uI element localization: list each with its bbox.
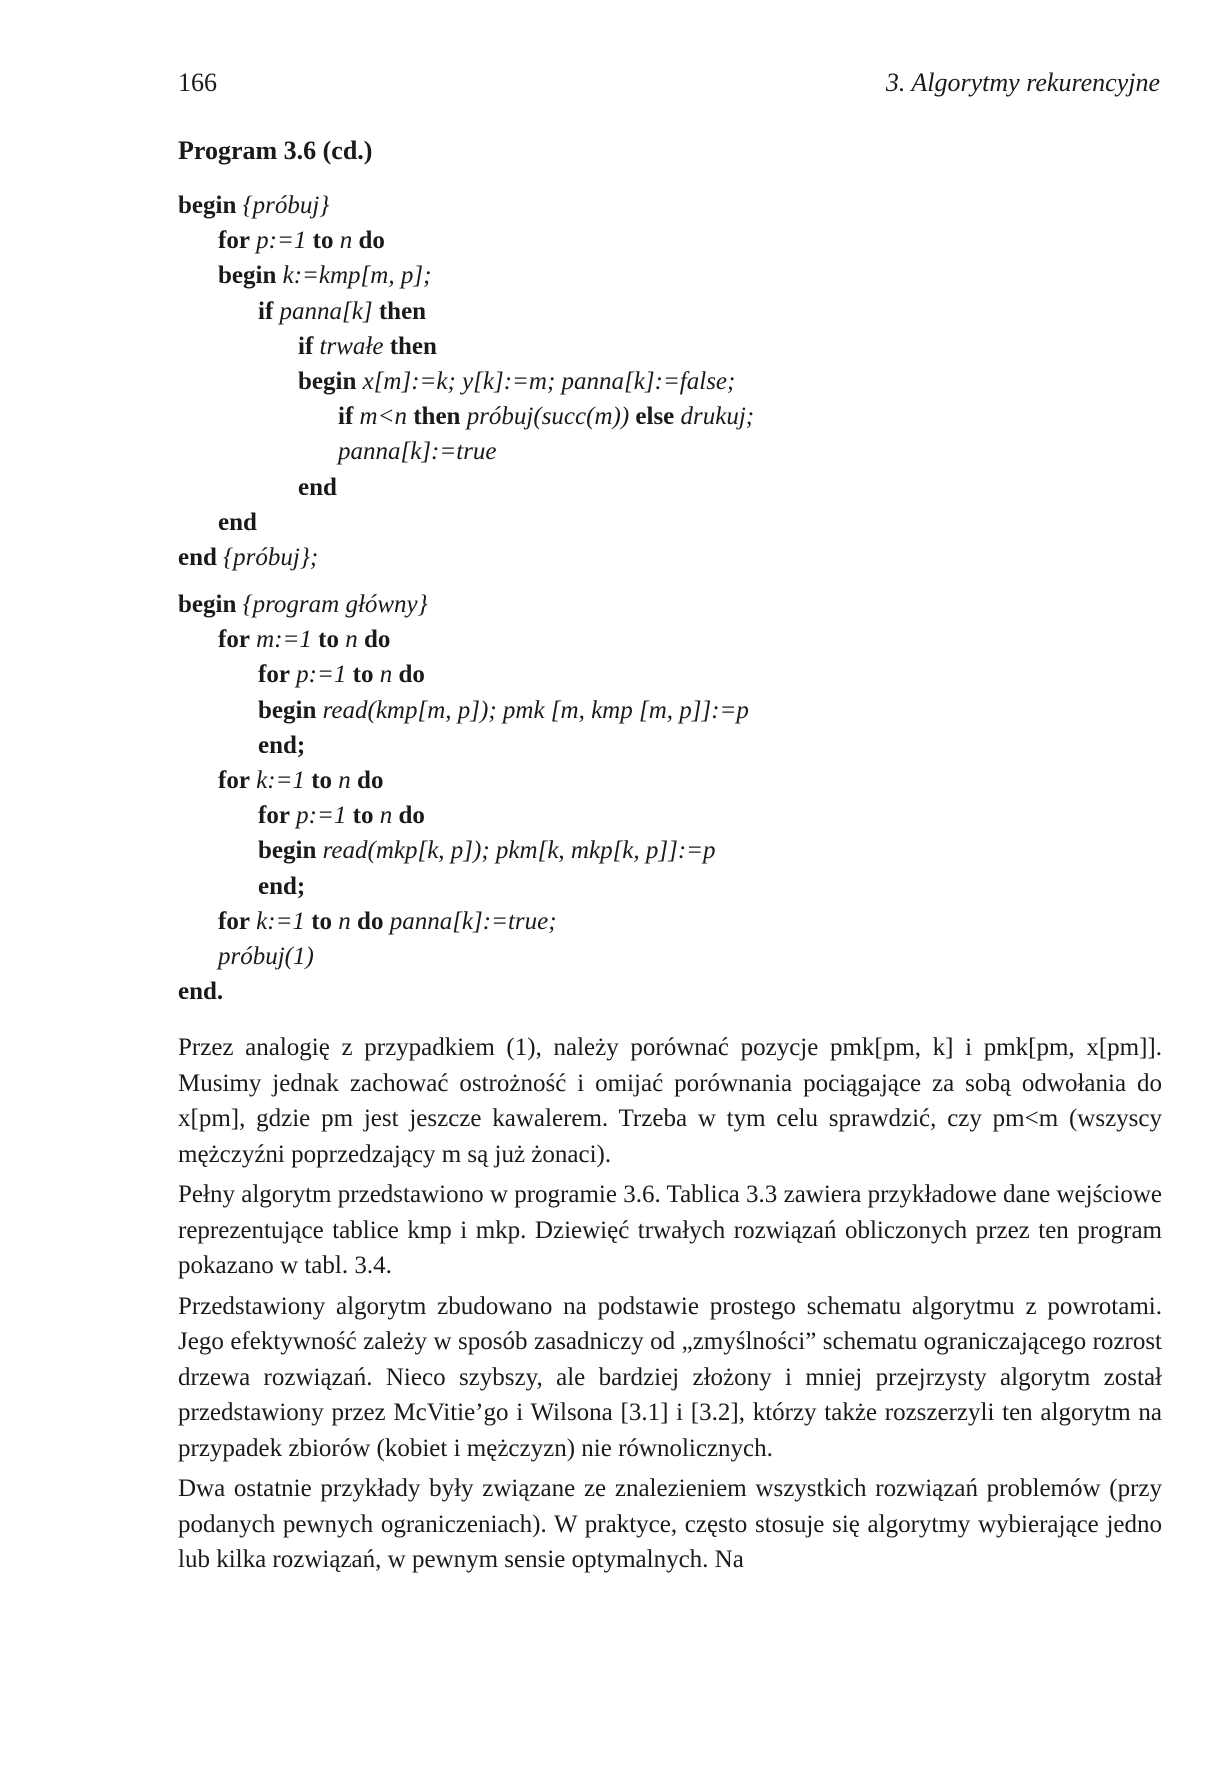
code-keyword: to: [312, 227, 334, 255]
code-expression: panna[k]: [273, 297, 379, 325]
code-expression: próbuj(1): [218, 942, 314, 970]
code-expression: m:=1: [249, 626, 319, 654]
paragraph: Pełny algorytm przedstawiono w programie 3.6. Tablica 3.3 zawiera przykładowe dane wejściowe reprezentujące tablice kmp i mkp. Dziewięć trwałych rozwiązań obliczonych przez ten program pokazano w tabl. 3.4.: [178, 1181, 1162, 1279]
code-expression: p:=1: [249, 227, 313, 255]
code-line: [178, 505, 754, 540]
code-keyword: do: [358, 227, 385, 255]
code-keyword: do: [364, 626, 391, 654]
code-expression: n: [373, 802, 399, 830]
code-line: [178, 329, 754, 364]
code-keyword: end: [178, 543, 217, 571]
code-expression: n: [333, 227, 359, 255]
code-keyword: end.: [178, 978, 224, 1006]
code-keyword: if: [258, 297, 274, 325]
code-line: [178, 657, 754, 692]
code-keyword: then: [413, 403, 461, 431]
code-line: [178, 364, 754, 399]
code-keyword: to: [311, 767, 333, 794]
code-keyword: to: [352, 802, 374, 830]
code-expression: n: [332, 907, 358, 935]
code-expression: {próbuj}: [236, 192, 330, 219]
code-keyword: for: [218, 767, 250, 794]
code-line: [178, 470, 754, 505]
code-line: [178, 622, 754, 657]
paragraph: Przedstawiony algorytm zbudowano na podstawie prostego schematu algorytmu z powrotami. Jego efektywność zależy w sposób zasadniczy od „zmyślności” schematu ograniczającego rozrost drzewa rozwiązań. Nieco szybszy, ale bardziej złożony i mniej przejrzysty algorytm został przedstawiony przez McVitie’go i Wilsona [3.1] i [3.2], którzy także rozszerzyli ten algorytm na przypadek zbiorów (kobiet i mężczyzn) nie równolicznych.: [178, 1292, 1162, 1462]
page-number: 166: [178, 68, 217, 97]
code-expression: x[m]:=k; y[k]:=m; panna[k]:=false;: [356, 367, 736, 395]
code-expression: panna[k]:=true;: [383, 907, 557, 935]
code-keyword: for: [218, 227, 250, 255]
code-keyword: for: [258, 802, 290, 830]
code-expression: read(mkp[k, p]); pkm[k, mkp[k, p]]:=p: [316, 837, 716, 865]
code-keyword: begin: [258, 837, 317, 865]
code-keyword: if: [338, 403, 354, 431]
code-line: [178, 728, 754, 763]
code-keyword: end;: [258, 872, 306, 900]
code-expression: próbuj(succ(m)): [460, 403, 636, 431]
code-expression: p:=1: [289, 802, 353, 830]
code-keyword: end: [298, 473, 337, 501]
code-line: [178, 223, 754, 258]
code-line: [178, 833, 754, 868]
code-expression: panna[k]:=true: [338, 438, 497, 466]
paragraph: Przez analogię z przypadkiem (1), należy porównać pozycje pmk[pm, k] i pmk[pm, x[pm]]. Musimy jednak zachować ostrożność i omijać porównania pociągające za sobą odwołania do x[pm], gdzie pm jest jeszcze kawalerem. Trzeba w tym celu sprawdzić, czy pm<m (wszyscy mężczyźni poprzedzający m są już żonaci).: [178, 1034, 1162, 1168]
code-keyword: then: [378, 297, 427, 325]
code-line: [178, 258, 754, 293]
code-keyword: do: [398, 661, 425, 689]
code-expression: drukuj;: [674, 403, 755, 431]
code-line: [178, 294, 754, 329]
code-keyword: do: [357, 767, 384, 794]
chapter-title: 3. Algorytmy rekurencyjne: [885, 68, 1160, 97]
code-keyword: else: [635, 403, 675, 431]
code-expression: n: [373, 661, 399, 689]
code-line: [178, 798, 754, 833]
code-keyword: end: [218, 508, 257, 536]
code-expression: {próbuj};: [216, 543, 319, 571]
code-keyword: begin: [178, 192, 237, 219]
code-listing: [178, 188, 754, 1009]
code-line: [178, 587, 754, 622]
code-expression: m<n: [353, 403, 414, 431]
code-line: [178, 693, 754, 728]
body-text: [178, 1030, 1162, 1583]
paragraph: Dwa ostatnie przykłady były związane ze znalezieniem wszystkich rozwiązań problemów (przy podanych pewnych ograniczeniach). W praktyce, często stosuje się algorytmy wybierające jedno lub kilka rozwiązań, w pewnym sensie optymalnych. Na: [178, 1475, 1162, 1573]
code-keyword: begin: [218, 262, 277, 290]
code-keyword: do: [357, 907, 384, 935]
code-expression: n: [339, 626, 364, 654]
code-expression: {program główny}: [236, 591, 428, 619]
code-expression: n: [332, 767, 358, 794]
code-keyword: to: [311, 907, 333, 935]
code-keyword: do: [398, 802, 425, 830]
code-line: [178, 399, 754, 434]
code-expression: p:=1: [289, 661, 353, 689]
code-keyword: end;: [258, 731, 306, 759]
code-line: [178, 188, 754, 223]
code-line: [178, 939, 754, 974]
code-expression: k:=1: [249, 907, 312, 935]
code-keyword: begin: [298, 367, 357, 395]
code-line: [178, 540, 754, 575]
code-expression: k:=kmp[m, p];: [276, 262, 432, 290]
code-keyword: to: [318, 626, 339, 654]
code-expression: trwałe: [313, 332, 390, 360]
code-line: [178, 869, 754, 904]
code-line: [178, 763, 754, 798]
code-line: [178, 434, 754, 469]
code-keyword: to: [352, 661, 374, 689]
code-keyword: for: [258, 661, 290, 689]
code-line: [178, 904, 754, 939]
code-keyword: if: [298, 332, 314, 360]
code-expression: k:=1: [249, 767, 312, 794]
code-keyword: for: [218, 626, 250, 654]
code-keyword: begin: [258, 696, 317, 724]
code-keyword: then: [389, 332, 437, 360]
code-keyword: begin: [178, 591, 237, 619]
code-expression: read(kmp[m, p]); pmk [m, kmp [m, p]]:=p: [316, 696, 749, 724]
code-keyword: for: [218, 907, 250, 935]
code-line: [178, 974, 754, 1009]
program-title: Program 3.6 (cd.): [178, 136, 373, 165]
